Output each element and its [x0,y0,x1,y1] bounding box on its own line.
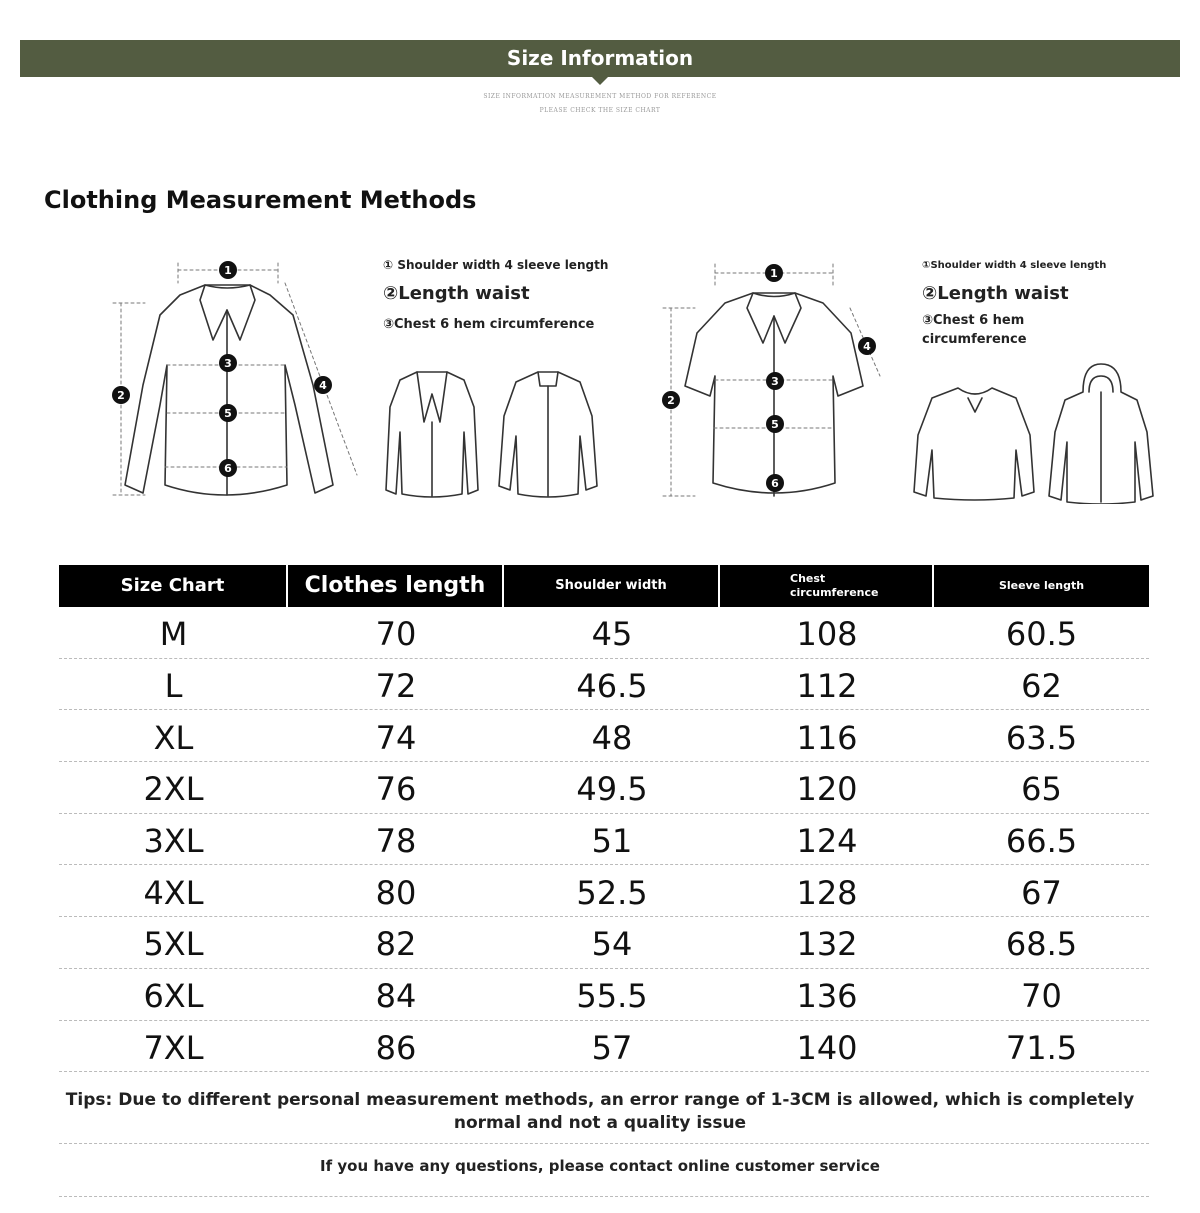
svg-text:4: 4 [319,379,327,392]
cell-shoulder-width: 51 [591,822,633,861]
cell-sleeve-length: 62 [1021,667,1062,706]
cell-shoulder-width: 57 [591,1028,633,1067]
cell-sleeve-length: 70 [1021,977,1062,1016]
cell-clothes-length: 80 [375,873,417,912]
cell-size: L [164,667,183,706]
table-row [59,865,1149,917]
cell-shoulder-width: 46.5 [576,667,648,706]
header-chest-line-2: circumference [790,586,879,599]
svg-text:2: 2 [117,389,125,402]
measurement-methods-title: Clothing Measurement Methods [44,186,477,214]
cell-chest: 112 [796,667,858,706]
cell-size: 5XL [143,925,204,964]
header-fine-print-1: SIZE INFORMATION MEASUREMENT METHOD FOR REFERENCE [483,93,717,100]
cell-sleeve-length: 68.5 [1005,925,1078,964]
cell-shoulder-width: 49.5 [576,770,648,809]
cell-size: XL [153,718,194,757]
svg-text:3: 3 [771,375,779,388]
cell-size: 6XL [143,977,204,1016]
header-size-chart: Size Chart [59,565,288,607]
cell-shoulder-width: 45 [591,615,633,654]
right-legend-line-2: ②Length waist [922,283,1069,304]
cell-clothes-length: 74 [375,718,417,757]
svg-text:4: 4 [863,340,871,353]
table-row [59,607,1149,659]
header-shoulder-width: Shoulder width [504,565,720,607]
right-legend-line-3a: ③Chest 6 hem [922,313,1025,328]
header-chest-line-1: Chest [790,572,826,586]
table-row [59,762,1149,814]
contact-note: If you have any questions, please contact online customer service [320,1157,880,1175]
cell-size: 2XL [143,770,204,809]
table-header [59,565,1149,607]
long-sleeve-shirt-diagram [105,255,370,505]
svg-text:3: 3 [224,357,232,370]
cell-chest: 108 [796,615,858,654]
svg-text:6: 6 [224,462,232,475]
page-title: Size Information [506,46,694,70]
cell-clothes-length: 84 [375,977,417,1016]
header-sleeve-length: Sleeve length [998,579,1085,593]
cell-chest: 124 [796,822,858,861]
cell-clothes-length: 72 [375,667,417,706]
header-fine-print-2: PLEASE CHECK THE SIZE CHART [539,107,661,114]
cell-chest: 140 [796,1028,858,1067]
suit-jacket-sketch [382,362,482,500]
cell-sleeve-length: 66.5 [1005,822,1078,861]
header-banner [20,40,1180,77]
cell-chest: 136 [796,977,858,1016]
right-legend-line-1: ①Shoulder width 4 sleeve length [922,260,1107,271]
cell-shoulder-width: 55.5 [576,977,648,1016]
svg-text:2: 2 [667,394,675,407]
hoodie-sketch [1045,362,1157,504]
svg-text:1: 1 [224,264,232,277]
table-row [59,710,1149,762]
table-row [59,969,1149,1021]
cell-clothes-length: 70 [375,615,417,654]
sweater-sketch [910,380,1040,502]
divider [59,1143,1149,1144]
tips-note: Tips: Due to different personal measurement methods, an error range of 1-3CM is allowed, which is completely normal and not a quality issue [65,1090,1135,1133]
banner-pointer [592,77,608,85]
svg-text:6: 6 [771,477,779,490]
cell-clothes-length: 86 [375,1028,417,1067]
cell-size: M [159,615,188,654]
cell-sleeve-length: 60.5 [1005,615,1078,654]
left-legend-line-1: ① Shoulder width 4 sleeve length [383,258,609,272]
right-legend-line-3b: circumference [922,332,1027,347]
svg-text:5: 5 [224,407,232,420]
table-row [59,659,1149,711]
cell-shoulder-width: 54 [591,925,633,964]
cell-sleeve-length: 71.5 [1005,1028,1078,1067]
cell-clothes-length: 78 [375,822,417,861]
table-row [59,814,1149,866]
cell-size: 7XL [143,1028,204,1067]
cell-size: 4XL [143,873,204,912]
size-chart-table [59,565,1149,1072]
svg-text:5: 5 [771,418,779,431]
cell-size: 3XL [143,822,204,861]
cell-chest: 128 [796,873,858,912]
cell-sleeve-length: 65 [1021,770,1062,809]
cell-chest: 132 [796,925,858,964]
zip-jacket-sketch [496,366,601,500]
divider [59,1196,1149,1197]
header-chest-circumference [720,565,934,607]
cell-clothes-length: 82 [375,925,417,964]
header-clothes-length: Clothes length [288,565,504,607]
left-legend-line-3: ③Chest 6 hem circumference [383,317,595,332]
cell-clothes-length: 76 [375,770,417,809]
left-legend-line-2: ②Length waist [383,283,530,304]
cell-sleeve-length: 67 [1021,873,1062,912]
cell-shoulder-width: 48 [591,718,633,757]
short-sleeve-shirt-diagram [655,258,885,503]
cell-sleeve-length: 63.5 [1005,718,1078,757]
cell-chest: 120 [796,770,858,809]
table-row [59,917,1149,969]
svg-text:1: 1 [770,267,778,280]
cell-shoulder-width: 52.5 [576,873,648,912]
cell-chest: 116 [796,718,858,757]
table-row [59,1021,1149,1073]
